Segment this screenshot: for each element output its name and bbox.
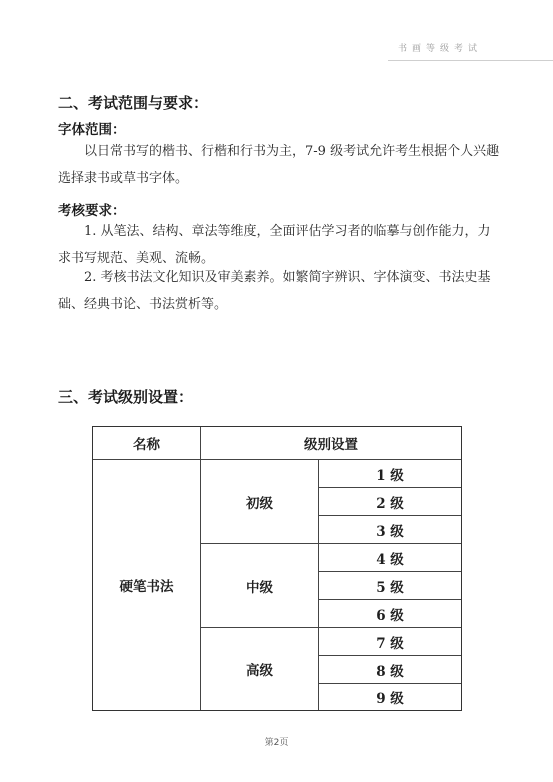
group-label-intermediate: 中级 — [246, 579, 273, 596]
level-cell: 3 级 — [376, 523, 404, 540]
level-cell: 1 级 — [376, 467, 404, 484]
running-header: 书画等级考试 — [398, 44, 483, 54]
assessment-item-2: 2. 考核书法文化知识及审美素养。如繁简字辨识、字体演变、书法史基础、经典书论、书法赏析等。 — [58, 270, 491, 312]
assessment-item-1: 1. 从笔法、结构、章法等维度，全面评估学习者的临摹与创作能力，力求书写规范、美观、流畅。 — [58, 224, 491, 266]
group-label-advanced: 高级 — [246, 663, 273, 679]
level-cell: 4 级 — [376, 551, 404, 568]
header-levels: 级别设置 — [304, 437, 358, 453]
section3-heading: 三、考试级别设置： — [58, 388, 194, 406]
level-table — [92, 426, 462, 711]
assessment-label: 考核要求： — [58, 203, 126, 219]
category-name: 硬笔书法 — [119, 579, 174, 595]
section2-heading: 二、考试范围与要求： — [58, 94, 209, 112]
level-cell: 6 级 — [376, 607, 404, 624]
page-number: 第2页 — [264, 738, 289, 748]
group-label-beginner: 初级 — [246, 495, 273, 512]
font-scope-label: 字体范围： — [58, 122, 126, 138]
font-scope-text: 以日常书写的楷书、行楷和行书为主，7-9 级考试允许考生根据个人兴趣选择隶书或草书字体。 — [58, 144, 500, 186]
level-cell: 2 级 — [376, 495, 404, 512]
level-cell: 7 级 — [376, 635, 404, 652]
header-name: 名称 — [133, 437, 160, 453]
level-cell: 8 级 — [376, 663, 404, 680]
header-divider — [388, 60, 553, 61]
level-cell: 5 级 — [376, 579, 404, 596]
level-cell: 9 级 — [376, 691, 404, 707]
